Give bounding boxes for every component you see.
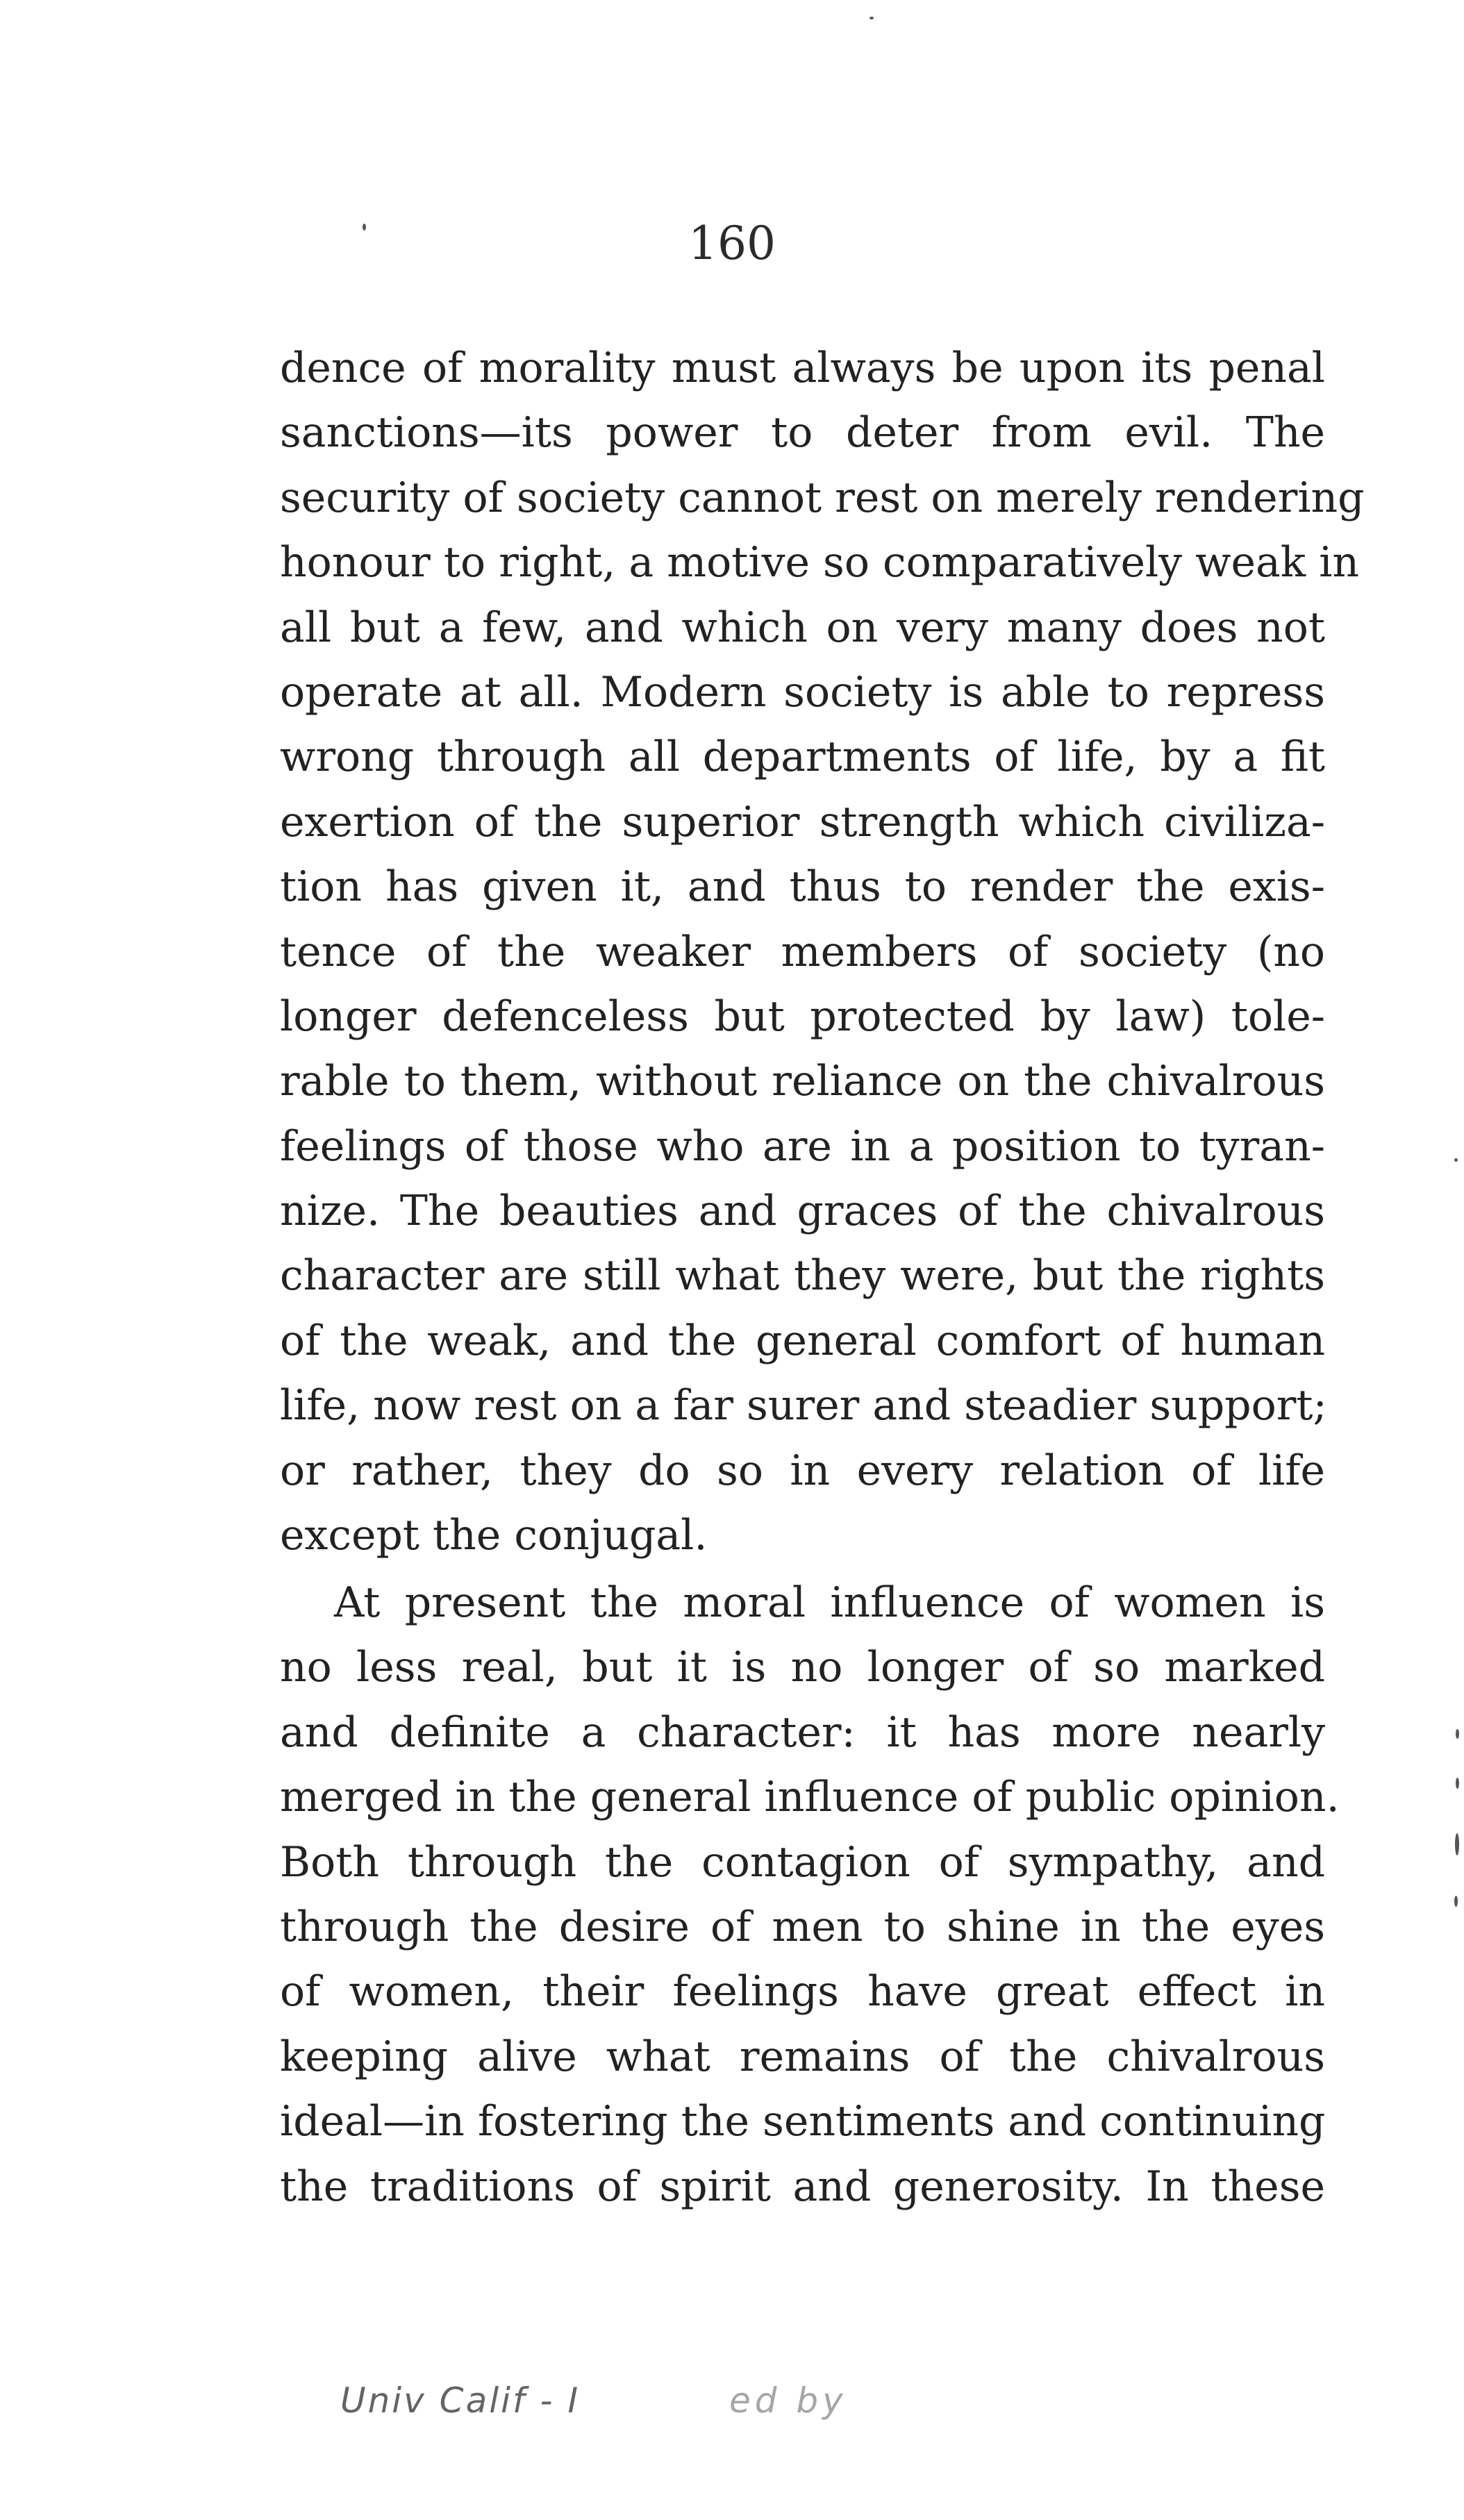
scan-speck — [1454, 1158, 1458, 1162]
scan-speck — [1454, 1896, 1458, 1907]
text-line: the traditions of spirit and generosity. In these — [280, 2162, 1325, 2211]
watermark-right-text: ed by — [729, 2380, 847, 2421]
watermark-left-text: Univ Calif - I — [340, 2380, 581, 2421]
paragraph-2 — [280, 1571, 1340, 2219]
paragraph-1 — [280, 336, 1365, 1568]
text-line: nize. The beauties and graces of the chivalrous — [280, 1187, 1325, 1236]
text-line: of women, their feelings have great effect in — [280, 1967, 1325, 2017]
text-line: tion has given it, and thus to render the exis- — [280, 862, 1325, 912]
text-line: through the desire of men to shine in the eyes — [280, 1902, 1325, 1951]
scan-speck — [1456, 1778, 1459, 1789]
text-line: sanctions—its power to deter from evil. The — [280, 408, 1325, 458]
page-number: 160 — [688, 217, 776, 270]
text-line: ideal—in fostering the sentiments and continuing — [280, 2097, 1326, 2146]
scan-speck — [1455, 1833, 1459, 1855]
text-line: and definite a character: it has more nearly — [280, 1708, 1325, 1757]
text-line: except the conjugal. — [280, 1511, 708, 1560]
text-line: life, now rest on a far surer and steadier support; — [280, 1381, 1327, 1430]
text-line: keeping alive what remains of the chivalrous — [280, 2032, 1325, 2081]
text-line: merged in the general influence of public opinion. — [280, 1773, 1340, 1822]
scan-speck — [870, 17, 874, 19]
digitization-watermark — [0, 2380, 1464, 2436]
text-line: exertion of the superior strength which civiliza- — [280, 797, 1325, 846]
text-line: At present the moral influence of women is — [334, 1578, 1325, 1627]
text-line: longer defenceless but protected by law) tole- — [280, 992, 1325, 1041]
text-line: tence of the weaker members of society (no — [280, 927, 1325, 976]
text-line: honour to right, a motive so comparatively weak in — [280, 538, 1360, 587]
text-line: dence of morality must always be upon its penal — [280, 344, 1325, 392]
text-line: security of society cannot rest on merely rendering — [280, 473, 1365, 522]
text-line: character are still what they were, but the rights — [280, 1251, 1325, 1301]
scan-speck — [1456, 1729, 1459, 1739]
text-line: all but a few, and which on very many does not — [280, 603, 1325, 652]
text-line: feelings of those who are in a position to tyran- — [280, 1121, 1325, 1171]
text-line: rable to them, without reliance on the chivalrous — [280, 1057, 1325, 1106]
text-line: no less real, but it is no longer of so marked — [280, 1643, 1325, 1692]
text-line: Both through the contagion of sympathy, and — [280, 1837, 1325, 1887]
text-line: or rather, they do so in every relation of life — [280, 1446, 1325, 1495]
text-line: operate at all. Modern society is able to repress — [280, 667, 1325, 717]
scan-speck — [363, 224, 366, 231]
text-line: of the weak, and the general comfort of human — [280, 1316, 1325, 1365]
text-line: wrong through all departments of life, by a fit — [280, 733, 1325, 782]
